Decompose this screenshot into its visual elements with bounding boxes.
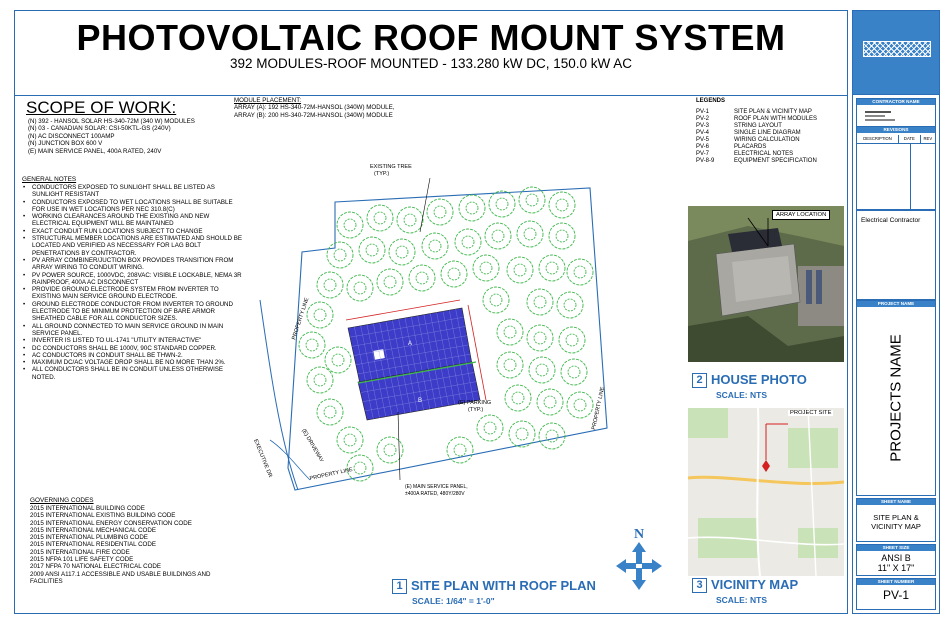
tree-icon	[527, 325, 553, 351]
general-note: • ALL CONDUCTORS SHALL BE IN CONDUIT UNLESS OTHERWISE NOTED.	[32, 366, 242, 381]
general-note: • EXACT CONDUIT RUN LOCATIONS SUBJECT TO CHANGE	[32, 228, 242, 235]
governing-codes-heading: GOVERNING CODES	[30, 497, 94, 504]
legend-desc: WIRING CALCULATION	[734, 137, 800, 143]
tree-icon	[489, 191, 515, 217]
legend-code: PV-2	[696, 116, 710, 122]
tree-icon	[459, 195, 485, 221]
legend-desc: EQUIPMENT SPECIFICATION	[734, 158, 817, 164]
site-plan-title: SITE PLAN WITH ROOF PLAN	[411, 578, 596, 593]
tree-icon	[455, 229, 481, 255]
tree-icon	[347, 275, 373, 301]
tree-icon	[539, 423, 565, 449]
general-note: • CONDUCTORS EXPOSED TO SUNLIGHT SHALL BE LISTED AS SUNLIGHT RESISTANT	[32, 184, 242, 199]
tree-icon	[549, 223, 575, 249]
tree-icon	[409, 265, 435, 291]
general-note: • WORKING CLEARANCES AROUND THE EXISTING AND NEW ELECTRICAL EQUIPMENT WILL BE MAINTAINED	[32, 213, 242, 228]
sheet-number-tag: SHEET NUMBER	[857, 579, 935, 585]
general-note: • PV ARRAY COMBINER/JUCTION BOX PROVIDES TRANSITION FROM ARRAY WIRING TO CONDUIT WIRING.	[32, 257, 242, 272]
contractor-name-tag: CONTRACTOR NAME	[857, 99, 935, 105]
tree-icon	[527, 289, 553, 315]
contractor-line-icon	[865, 119, 895, 121]
tree-icon	[359, 237, 385, 263]
code-item: 2015 INTERNATIONAL PLUMBING CODE	[30, 534, 148, 542]
revisions-box	[856, 126, 936, 210]
driveway-label: (E) DRIVEWAY	[300, 428, 325, 464]
legend-desc: SINGLE LINE DIAGRAM	[734, 130, 801, 136]
house-photo	[688, 206, 844, 362]
tree-icon	[517, 221, 543, 247]
legend-code: PV-8-9	[696, 158, 715, 164]
legend-code: PV-4	[696, 130, 710, 136]
tree-icon	[473, 255, 499, 281]
sheet-number: PV-1	[882, 588, 909, 602]
legend-code: PV-5	[696, 137, 710, 143]
governing-codes-list	[30, 505, 240, 585]
revisions-header-row	[857, 135, 935, 144]
code-item: 2017 NFPA 70 NATIONAL ELECTRICAL CODE	[30, 563, 162, 571]
north-label: N	[633, 527, 645, 542]
tree-icon	[327, 242, 353, 268]
code-item: 2015 INTERNATIONAL EXISTING BUILDING CODE	[30, 512, 176, 520]
rev-col-description: DESCRIPTION	[863, 136, 892, 141]
site-plan-caption	[392, 578, 596, 594]
sheet-name-line: SITE PLAN &	[873, 513, 919, 522]
legend-desc: SITE PLAN & VICINITY MAP	[734, 109, 812, 115]
tree-icon	[567, 259, 593, 285]
tree-icon	[337, 212, 363, 238]
code-item: 2015 NFPA 101 LIFE SAFETY CODE	[30, 556, 134, 564]
tree-icon	[441, 261, 467, 287]
tree-icon	[507, 257, 533, 283]
msp-label-rating: ±400A RATED, 480Y/280V	[405, 491, 465, 497]
project-name: PROJECTS NAME	[887, 334, 905, 462]
property-line-label-east: PROPERTY LINE	[591, 386, 607, 431]
tree-icon	[505, 385, 531, 411]
rev-col-date: DATE	[898, 135, 920, 143]
sheet-size-box	[856, 544, 936, 576]
code-item: 2015 INTERNATIONAL BUILDING CODE	[30, 505, 145, 512]
scope-item: (N) AC DISCONNECT 100AMP	[28, 132, 115, 140]
general-note: • PROVIDE GROUND ELECTRODE SYSTEM FROM INVERTER TO EXISTING MAIN SERVICE GROUND ELECTRODE.	[32, 286, 242, 301]
general-note: • CONDUCTORS EXPOSED TO WET LOCATIONS SHALL BE SUITABLE FOR USE IN WET LOCATIONS PER NEC 310.8(C)	[32, 199, 242, 214]
sheet-name-tag: SHEET NAME	[857, 499, 935, 505]
site-plan-scale: SCALE: 1/64" = 1'-0"	[412, 596, 495, 606]
project-site-callout: PROJECT SITE	[790, 410, 832, 416]
vicinity-map-caption	[692, 577, 798, 593]
tree-icon	[367, 205, 393, 231]
tree-icon	[477, 415, 503, 441]
tree-icon	[567, 392, 593, 418]
module-placement-item: ARRAY (A): 192 HS-340-72M-HANSOL (340W) MODULE,	[234, 104, 395, 112]
general-note: • ALL GROUND CONNECTED TO MAIN SERVICE GROUND IN MAIN SERVICE PANEL.	[32, 323, 242, 338]
scope-heading: SCOPE OF WORK:	[26, 98, 177, 117]
drawing-subtitle: 392 MODULES-ROOF MOUNTED - 133.280 kW DC, 150.0 kW AC	[229, 56, 633, 71]
legend-row	[696, 123, 817, 130]
tree-icon	[537, 389, 563, 415]
code-item: 2015 INTERNATIONAL MECHANICAL CODE	[30, 526, 156, 534]
legends	[696, 98, 836, 165]
legend-desc: ELECTRICAL NOTES	[734, 151, 794, 157]
legend-row	[696, 109, 817, 116]
rev-col-rev: REV	[920, 135, 935, 143]
code-item: 2015 INTERNATIONAL RESIDENTIAL CODE	[30, 541, 156, 549]
legend-code: PV-7	[696, 151, 710, 157]
legends-heading: LEGENDS	[696, 98, 726, 104]
legend-row	[696, 116, 817, 123]
sheet-size	[857, 553, 935, 573]
sheet-name-line: VICINITY MAP	[871, 522, 921, 531]
sheet-name-box	[856, 498, 936, 542]
legend-code: PV-1	[696, 109, 710, 115]
tree-icon	[397, 207, 423, 233]
general-note: • INVERTER IS LISTED TO UL-1741 "UTILITY INTERACTIVE"	[32, 337, 242, 344]
general-notes-list	[22, 184, 242, 381]
parking-label: (E) PARKING	[458, 400, 492, 406]
scope-item: (N) 392 - HANSOL SOLAR HS-340-72M (340 W) MODULES	[28, 118, 195, 125]
tree-leader	[420, 178, 430, 232]
general-note: • AC CONDUCTORS IN CONDUIT SHALL BE THWN-2.	[32, 352, 242, 359]
tree-icon	[447, 437, 473, 463]
scope-item: (E) MAIN SERVICE PANEL, 400A RATED, 240V	[28, 147, 162, 155]
scope-list	[28, 118, 228, 155]
project-name-box	[856, 300, 936, 496]
general-notes-heading: GENERAL NOTES	[22, 176, 77, 183]
legends-table	[696, 109, 817, 165]
array-a-label: A	[408, 341, 413, 347]
vicinity-map	[688, 408, 844, 576]
north-arrow-icon	[612, 524, 666, 594]
tree-icon	[561, 359, 587, 385]
vicinity-map-number: 3	[692, 578, 707, 593]
legend-row	[696, 130, 817, 137]
tree-icon	[325, 347, 351, 373]
tree-icon	[307, 367, 333, 393]
legend-row	[696, 137, 817, 144]
title-divider	[14, 95, 848, 96]
tree-icon	[317, 272, 343, 298]
general-note: • PV POWER SOURCE, 1000VDC, 208VAC: VISIBLE LOCKABLE, NEMA 3R RAINPROOF, 400A AC DISCONNECT	[32, 272, 242, 287]
general-note: • DC CONDUCTORS SHALL BE 1000V, 90C STANDARD COPPER.	[32, 345, 242, 352]
tree-icon	[485, 223, 511, 249]
legend-desc: STRING LAYOUT	[734, 123, 782, 129]
tree-icon	[307, 302, 333, 328]
logo-placeholder-icon	[863, 41, 931, 57]
house-photo-number: 2	[692, 373, 707, 388]
tree-icon	[509, 421, 535, 447]
tree-icon	[557, 292, 583, 318]
roof-obstruction	[373, 349, 384, 360]
project-name-tag: PROJECT NAME	[857, 301, 935, 307]
tree-icon	[299, 332, 325, 358]
contractor-line-icon	[865, 115, 885, 117]
road-label: EXECUTIVE DR	[252, 438, 273, 479]
house-photo-title: HOUSE PHOTO	[711, 372, 807, 387]
general-note: • STRUCTURAL MEMBER LOCATIONS ARE ESTIMATED AND SHOULD BE LOCATED AND VERIFIED AS NECESSARY FOR LAG BOLT PENETRATIONS BY CONTRACTOR.	[32, 235, 242, 257]
legend-desc: PLACARDS	[734, 144, 767, 150]
general-note: • GROUND ELECTRODE CONDUCTOR FROM INVERTER TO GROUND ELECTRODE TO BE MINIMUM PROTECTION OF BARE ARMOR SHEATHED CABLE FOR ALL CONDUCTOR SIZES.	[32, 301, 242, 323]
sheet-size-tag: SHEET SIZE	[857, 545, 935, 551]
tree-icon	[539, 255, 565, 281]
tree-icon	[483, 287, 509, 313]
legend-desc: ROOF PLAN WITH MODULES	[734, 116, 818, 122]
tree-icon	[529, 357, 555, 383]
contractor-name: Electrical Contractor	[861, 217, 921, 224]
tree-icon	[389, 239, 415, 265]
legend-row	[696, 144, 817, 151]
tree-icon	[427, 199, 453, 225]
property-line-label-west: PROPERTY LINE	[291, 297, 311, 341]
tree-icon	[377, 269, 403, 295]
drawing-title: PHOTOVOLTAIC ROOF MOUNT SYSTEM	[76, 17, 786, 58]
existing-tree-label: EXISTING TREE	[370, 164, 412, 170]
code-item: 2015 INTERNATIONAL ENERGY CONSERVATION CODE	[30, 519, 192, 527]
code-item: 2015 INTERNATIONAL FIRE CODE	[30, 548, 130, 556]
tree-icon	[549, 192, 575, 218]
array-location-callout: ARRAY LOCATION	[772, 210, 830, 220]
vicinity-map-title: VICINITY MAP	[711, 577, 799, 592]
legend-row	[696, 151, 817, 158]
contractor-line-icon	[865, 111, 891, 113]
general-note: • MAXIMUM DC/AC VOLTAGE DROP SHALL BE NO MORE THAN 2%.	[32, 359, 242, 366]
msp-label: (E) MAIN SERVICE PANEL,	[405, 484, 468, 490]
tree-icon	[559, 327, 585, 353]
house-photo-scale: SCALE: NTS	[716, 390, 767, 400]
property-line-label-south: PROPERTY LINE	[309, 466, 354, 482]
house-photo-caption	[692, 372, 807, 388]
vicinity-map-image	[688, 408, 844, 576]
tree-icon	[497, 319, 523, 345]
revisions-tag: REVISIONS	[857, 127, 935, 133]
sheet-size-line: 11" X 17"	[877, 563, 915, 573]
title-block-header	[852, 10, 940, 95]
tree-icon	[317, 399, 343, 425]
scope-item: (N) JUNCTION BOX 600 V	[28, 140, 103, 148]
array-b-label: B	[418, 398, 423, 404]
house-aerial-image	[688, 206, 844, 362]
sheet-number-box	[856, 578, 936, 610]
code-item: 2009 ANSI A117.1 ACCESSIBLE AND USABLE BUILDINGS AND FACILITIES	[30, 570, 211, 585]
site-plan-drawing	[240, 150, 680, 510]
legend-code: PV-6	[696, 144, 710, 150]
module-placement-heading: MODULE PLACEMENT:	[234, 97, 302, 104]
sheet-size-line: ANSI B	[881, 553, 911, 563]
legend-row	[696, 158, 817, 165]
site-plan-number: 1	[392, 579, 407, 594]
sheet-name	[857, 513, 935, 531]
contractor-box	[856, 210, 936, 300]
scope-item: (N) 03 - CANADIAN SOLAR: CSI-50KTL-GS (240V)	[28, 125, 171, 133]
module-placement	[234, 97, 454, 119]
module-placement-item: ARRAY (B): 200 HS-340-72M-HANSOL (340W) MODULE	[234, 111, 393, 119]
legend-code: PV-3	[696, 123, 710, 129]
existing-tree-typ-label: (TYP.)	[374, 171, 390, 177]
tree-icon	[422, 233, 448, 259]
tree-icon	[497, 352, 523, 378]
vicinity-map-scale: SCALE: NTS	[716, 595, 767, 605]
tree-icon	[337, 427, 363, 453]
parking-typ-label: (TYP.)	[468, 407, 484, 413]
